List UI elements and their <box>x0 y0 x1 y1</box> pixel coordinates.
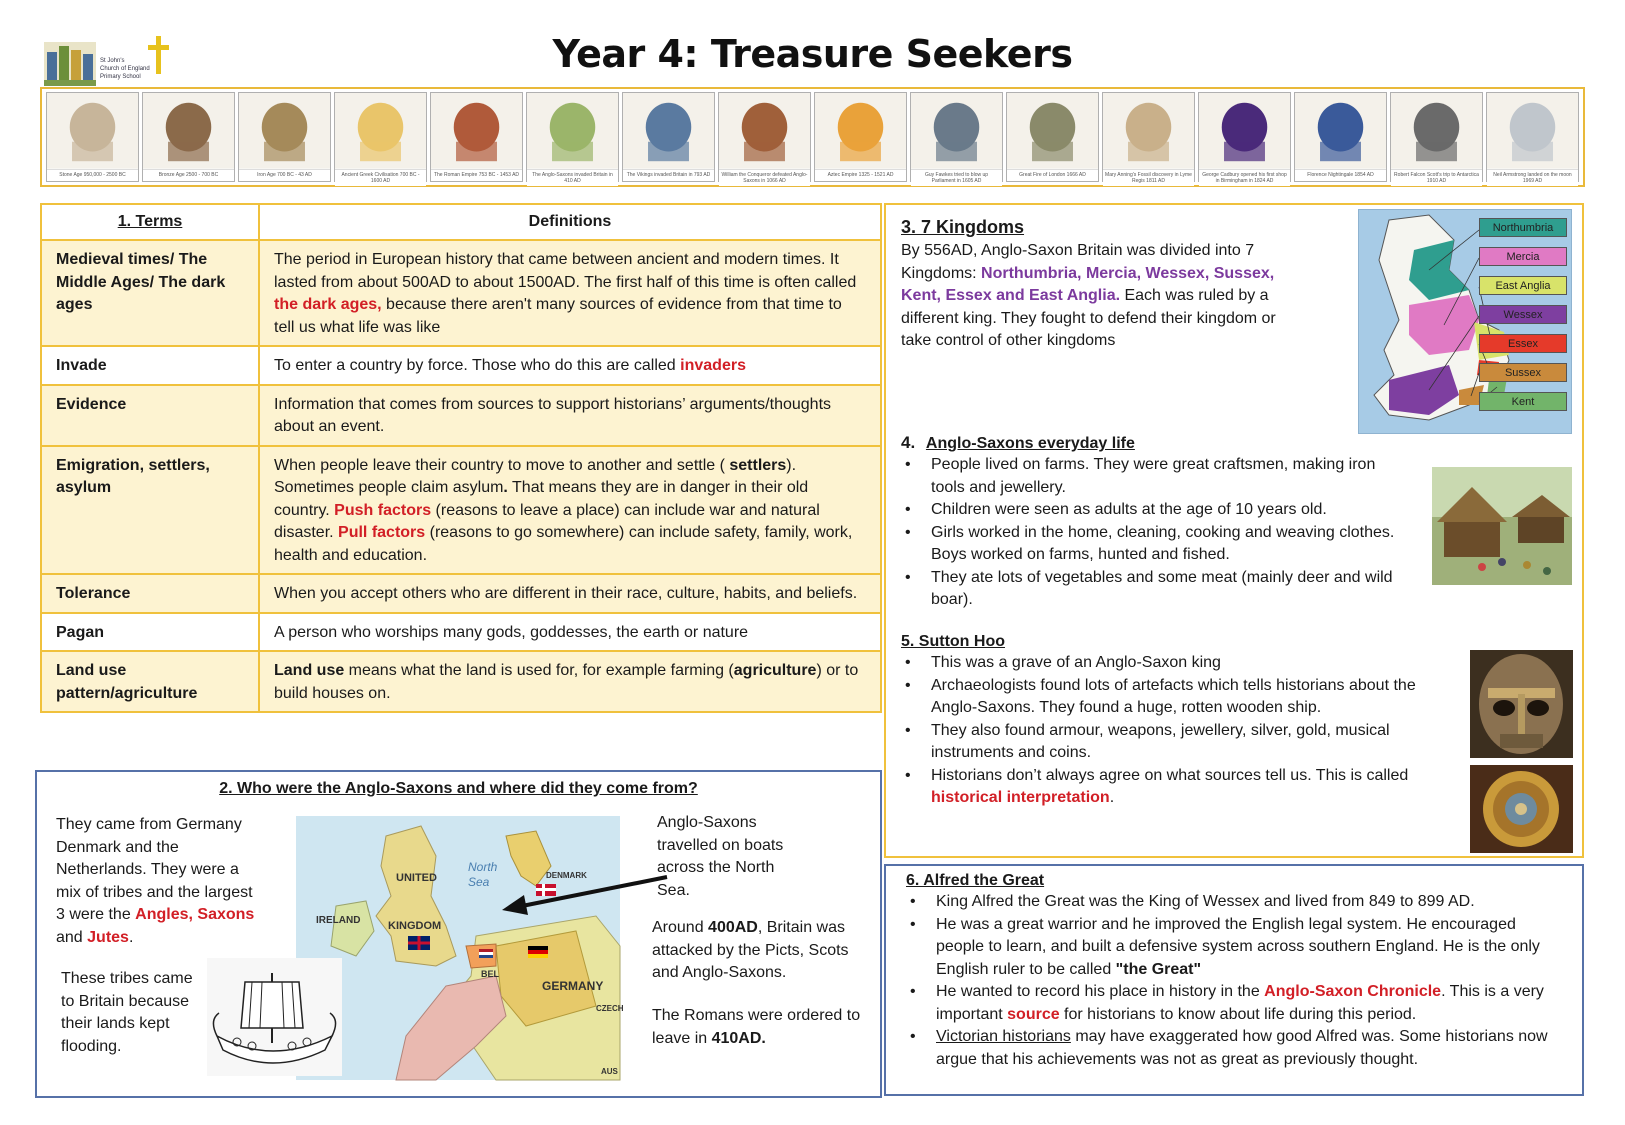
kingdom-label: East Anglia <box>1479 276 1567 295</box>
map-label-kingdom: KINGDOM <box>388 920 442 932</box>
bullet-item <box>901 567 1411 612</box>
text-run: invaders <box>680 357 746 374</box>
timeline-card <box>1198 92 1291 182</box>
term-cell: Emigration, settlers, asylum <box>41 446 259 575</box>
timeline-caption: Florence Nightingale 1854 AD <box>1295 169 1386 181</box>
text-run: When you accept others who are different in their race, culture, habits, and beliefs. <box>274 585 858 602</box>
timeline-card <box>814 92 907 182</box>
terms-row <box>41 385 881 446</box>
text-run: Girls worked in the home, cleaning, cooking and weaving clothes. Boys worked on farms, hunted and fished. <box>931 523 1395 563</box>
bullet-item <box>901 765 1421 810</box>
text-run: This was a grave of an Anglo-Saxon king <box>931 654 1221 671</box>
timeline-caption: Mary Anning's Fossil discovery in Lyme Regis 1811 AD <box>1103 169 1194 186</box>
timeline-picture <box>623 93 714 169</box>
text-run: and <box>56 928 88 946</box>
kingdoms-map <box>1358 209 1572 434</box>
text-run: for historians to know about life during this period. <box>1059 1005 1417 1023</box>
anglo-saxon-village-image <box>1432 467 1572 585</box>
kingdoms-section <box>901 217 1296 353</box>
text-run: settlers <box>729 456 787 474</box>
timeline-picture <box>911 93 1002 169</box>
alfred-list <box>906 891 1566 1071</box>
text-run: Jutes <box>87 928 129 946</box>
timeline-caption: Aztec Empire 1325 - 1521 AD <box>815 169 906 181</box>
timeline-card <box>622 92 715 182</box>
definition-cell <box>259 385 881 446</box>
timeline-caption: Guy Fawkes tried to blow up Parliament in 1605 AD <box>911 169 1002 186</box>
text-run: He wanted to record his place in history in the <box>936 983 1265 1000</box>
text-run: Children were seen as adults at the age of 10 years old. <box>931 501 1327 518</box>
timeline-picture <box>1103 93 1194 169</box>
timeline-picture <box>431 93 522 169</box>
anglo-saxons-panel <box>35 770 882 1098</box>
definition-cell <box>259 240 881 346</box>
timeline-card <box>334 92 427 182</box>
europe-map <box>296 816 624 1080</box>
text-run: Information that comes from sources to support historians’ arguments/thoughts about an event. <box>274 395 832 435</box>
bullet-item <box>901 499 1411 522</box>
text-run: The Romans were ordered to leave in <box>652 1007 861 1047</box>
timeline-card <box>718 92 811 182</box>
kingdoms-everyday-sutton-panel <box>884 203 1584 858</box>
map-label-denmark: DENMARK <box>546 871 587 880</box>
map-label-germany: GERMANY <box>542 979 604 993</box>
text-run: They came from Germany Denmark and the Netherlands. They were a mix of tribes and the largest 3 were the <box>56 816 253 923</box>
text-run: historical interpretation <box>931 789 1110 806</box>
timeline-caption: George Cadbury opened his first shop in Birmingham in 1824 AD <box>1199 169 1290 186</box>
timeline-picture <box>239 93 330 169</box>
text-run: Land use <box>274 662 345 679</box>
text-run: Angles, Saxons <box>135 906 255 923</box>
definition-cell <box>259 346 881 385</box>
text-run: may have exaggerated how good Alfred was. Some historians now argue that his achievements was not as great as previously thought. <box>936 1028 1548 1068</box>
bullet-item <box>906 914 1566 982</box>
timeline-card <box>142 92 235 182</box>
timeline-card <box>238 92 331 182</box>
tribes-flooding-text: These tribes came to Britain because their lands kept flooding. <box>61 970 193 1055</box>
text-run: They also found armour, weapons, jewellery, silver, gold, musical instruments and coins. <box>931 721 1390 761</box>
definition-cell <box>259 651 881 712</box>
text-run: Northumbria, Mercia, Wessex, Sussex, Kent, Essex and East Anglia. <box>901 264 1275 304</box>
text-run: By 556AD, Anglo-Saxon Britain was divided into 7 Kingdoms: <box>901 242 1255 282</box>
terms-row <box>41 446 881 575</box>
term-cell: Land use pattern/agriculture <box>41 651 259 712</box>
text-run: source <box>1007 1005 1060 1023</box>
timeline-card <box>1390 92 1483 182</box>
definitions-header: Definitions <box>259 204 881 240</box>
anglo-saxons-origin-text <box>56 814 261 949</box>
text-run: Each was ruled by a different king. They fought to defend their kingdom or take control of other kingdoms <box>901 287 1276 349</box>
sutton-hoo-helmet-image <box>1470 650 1573 758</box>
text-run: That means they are in danger in their old country. <box>274 479 809 519</box>
text-run: Victorian historians <box>936 1028 1071 1045</box>
text-run: 410AD. <box>711 1029 766 1047</box>
text-run: because there aren't many sources of evidence from that time to tell us what life was like <box>274 296 842 336</box>
everyday-heading-number: 4. <box>901 433 916 452</box>
bullet-item <box>906 891 1566 914</box>
text-run: (reasons to go somewhere) can include safety, family, work, health and education. <box>274 524 853 564</box>
text-run: "the Great" <box>1115 960 1202 978</box>
terms-row <box>41 346 881 385</box>
terms-row <box>41 613 881 652</box>
bullet-item <box>906 981 1566 1026</box>
attack-text <box>652 917 867 985</box>
timeline-caption: Bronze Age 2500 - 700 BC <box>143 169 234 181</box>
timeline-card <box>1006 92 1099 182</box>
timeline-picture <box>1391 93 1482 169</box>
romans-text <box>652 1005 867 1050</box>
timeline-picture <box>47 93 138 169</box>
everyday-list <box>901 454 1411 612</box>
text-run: . <box>503 479 508 496</box>
timeline-picture <box>1487 93 1578 169</box>
map-label-bel: BEL <box>481 969 499 979</box>
alfred-panel <box>884 864 1584 1096</box>
text-run: Archaeologists found lots of artefacts which tells historians about the Anglo-Saxons. They found a huge, rotten wooden ship. <box>931 676 1416 716</box>
timeline-card <box>46 92 139 182</box>
svg-text:St John's: St John's <box>100 58 125 64</box>
kingdom-label: Mercia <box>1479 247 1567 266</box>
timeline-caption: The Roman Empire 753 BC - 1453 AD <box>431 169 522 181</box>
timeline-caption: The Anglo-Saxons invaded Britain in 410 AD <box>527 169 618 186</box>
term-cell: Tolerance <box>41 574 259 613</box>
text-run: The period in European history that came between ancient and modern times. It lasted from about 500AD to about 1500AD. The first half of this time is often called <box>274 251 857 291</box>
text-run: (reasons to leave a place) can include war and natural disaster. <box>274 501 820 541</box>
sutton-hoo-heading: 5. Sutton Hoo <box>901 633 1005 650</box>
definition-cell <box>259 446 881 575</box>
alfred-section <box>906 872 1566 1071</box>
timeline-card <box>1102 92 1195 182</box>
text-run: ). Sometimes people claim asylum <box>274 456 797 496</box>
timeline-picture <box>143 93 234 169</box>
timeline-card <box>430 92 523 182</box>
sutton-hoo-brooch-image <box>1470 765 1573 853</box>
kingdom-label: Sussex <box>1479 363 1567 382</box>
text-run: When people leave their country to move to another and settle ( <box>274 456 730 474</box>
timeline-caption: Iron Age 700 BC - 43 AD <box>239 169 330 181</box>
timeline-picture <box>1007 93 1098 169</box>
terms-row <box>41 574 881 613</box>
everyday-section <box>901 433 1411 612</box>
timeline-picture <box>1295 93 1386 169</box>
timeline-card <box>910 92 1003 182</box>
migration-arrow <box>492 867 672 917</box>
text-run: King Alfred the Great was the King of Wessex and lived from 849 to 899 AD. <box>936 893 1475 910</box>
kingdoms-map-legend <box>1479 218 1567 421</box>
term-cell: Pagan <box>41 613 259 652</box>
sutton-hoo-list <box>901 652 1421 810</box>
terms-row <box>41 651 881 712</box>
kingdoms-heading: 3. 7 Kingdoms <box>901 217 1025 237</box>
map-label-czech: CZECH <box>596 1004 624 1013</box>
text-run: Around <box>652 919 709 936</box>
text-run: Anglo-Saxon Chronicle <box>1264 983 1442 1000</box>
text-run: , Britain was attacked by the Picts, Scots and Anglo-Saxons. <box>652 919 849 981</box>
timeline-caption: Great Fire of London 1666 AD <box>1007 169 1098 181</box>
text-run: agriculture <box>733 662 817 679</box>
map-label-sea: Sea <box>468 875 490 889</box>
kingdom-label: Wessex <box>1479 305 1567 324</box>
text-run: 400AD <box>708 919 758 936</box>
bullet-item <box>901 454 1411 499</box>
timeline-picture <box>335 93 426 169</box>
alfred-heading: 6. Alfred the Great <box>906 872 1045 889</box>
text-run: They ate lots of vegetables and some meat (mainly deer and wild boar). <box>931 568 1393 608</box>
timeline-caption: Ancient Greek Civilisation 700 BC - 1600 AD <box>335 169 426 186</box>
bullet-item <box>901 522 1411 567</box>
text-run: Pull factors <box>338 524 426 541</box>
timeline-card <box>1486 92 1579 182</box>
kingdom-label: Northumbria <box>1479 218 1567 237</box>
sutton-hoo-section <box>901 633 1421 810</box>
timeline-picture <box>1199 93 1290 169</box>
viking-ship-illustration <box>207 958 342 1076</box>
terms-row <box>41 240 881 346</box>
bullet-item <box>901 675 1421 720</box>
timeline-card <box>1294 92 1387 182</box>
text-run: He was a great warrior and he improved the English legal system. He encouraged people to learn, and built a defensive system across southern England. He is the only English ruler to be called <box>936 915 1540 978</box>
timeline-caption: The Vikings invaded Britain in 793 AD <box>623 169 714 181</box>
text-run: . This is a very important <box>936 983 1544 1023</box>
timeline-caption: William the Conqueror defeated Anglo-Saxons in 1066 AD <box>719 169 810 186</box>
text-run: Historians don’t always agree on what sources tell us. This is called <box>931 766 1409 784</box>
term-cell: Evidence <box>41 385 259 446</box>
terms-table <box>40 203 882 713</box>
history-timeline <box>40 87 1585 187</box>
kingdom-label: Kent <box>1479 392 1567 411</box>
kingdom-label: Essex <box>1479 334 1567 353</box>
timeline-picture <box>527 93 618 169</box>
timeline-picture <box>815 93 906 169</box>
svg-text:Church of England: Church of England <box>100 66 150 72</box>
europe-map-image <box>296 816 624 1080</box>
text-run: Push factors <box>334 501 432 519</box>
bullet-item <box>901 652 1421 675</box>
text-run: . <box>128 928 134 946</box>
map-label-ireland: IRELAND <box>316 915 361 926</box>
term-cell: Invade <box>41 346 259 385</box>
svg-text:Primary School: Primary School <box>100 74 141 80</box>
timeline-picture <box>719 93 810 169</box>
bullet-item <box>901 720 1421 765</box>
text-run: means what the land is used for, for example farming ( <box>344 662 734 679</box>
anglo-saxons-heading: 2. Who were the Anglo-Saxons and where did they come from? <box>219 780 698 797</box>
text-run: To enter a country by force. Those who do this are called <box>274 357 681 374</box>
timeline-caption: Stone Age 950,000 - 2500 BC <box>47 169 138 181</box>
text-run: the dark ages, <box>274 296 382 313</box>
timeline-caption: Neil Armstrong landed on the moon 1969 AD <box>1487 169 1578 186</box>
map-label-united: UNITED <box>396 872 437 884</box>
definition-cell <box>259 613 881 652</box>
text-run: People lived on farms. They were great craftsmen, making iron tools and jewellery. <box>931 456 1376 496</box>
map-label-north: North <box>468 860 498 874</box>
terms-header: 1. Terms <box>41 204 259 240</box>
text-run: A person who worships many gods, goddesses, the earth or nature <box>274 623 749 641</box>
definition-cell <box>259 574 881 613</box>
everyday-heading: Anglo-Saxons everyday life <box>925 435 1135 452</box>
page-title: Year 4: Treasure Seekers <box>552 32 1073 76</box>
text-run: ) or to build houses on. <box>274 662 859 702</box>
kingdoms-text <box>901 240 1296 353</box>
bullet-item <box>906 1026 1566 1071</box>
timeline-card <box>526 92 619 182</box>
text-run: . <box>1109 789 1115 806</box>
term-cell: Medieval times/ The Middle Ages/ The dark ages <box>41 240 259 346</box>
map-label-aus: AUS <box>601 1067 618 1076</box>
boats-text: Anglo-Saxons travelled on boats across the North Sea. <box>657 814 784 899</box>
timeline-caption: Robert Falcon Scott's trip to Antarctica 1910 AD <box>1391 169 1482 186</box>
